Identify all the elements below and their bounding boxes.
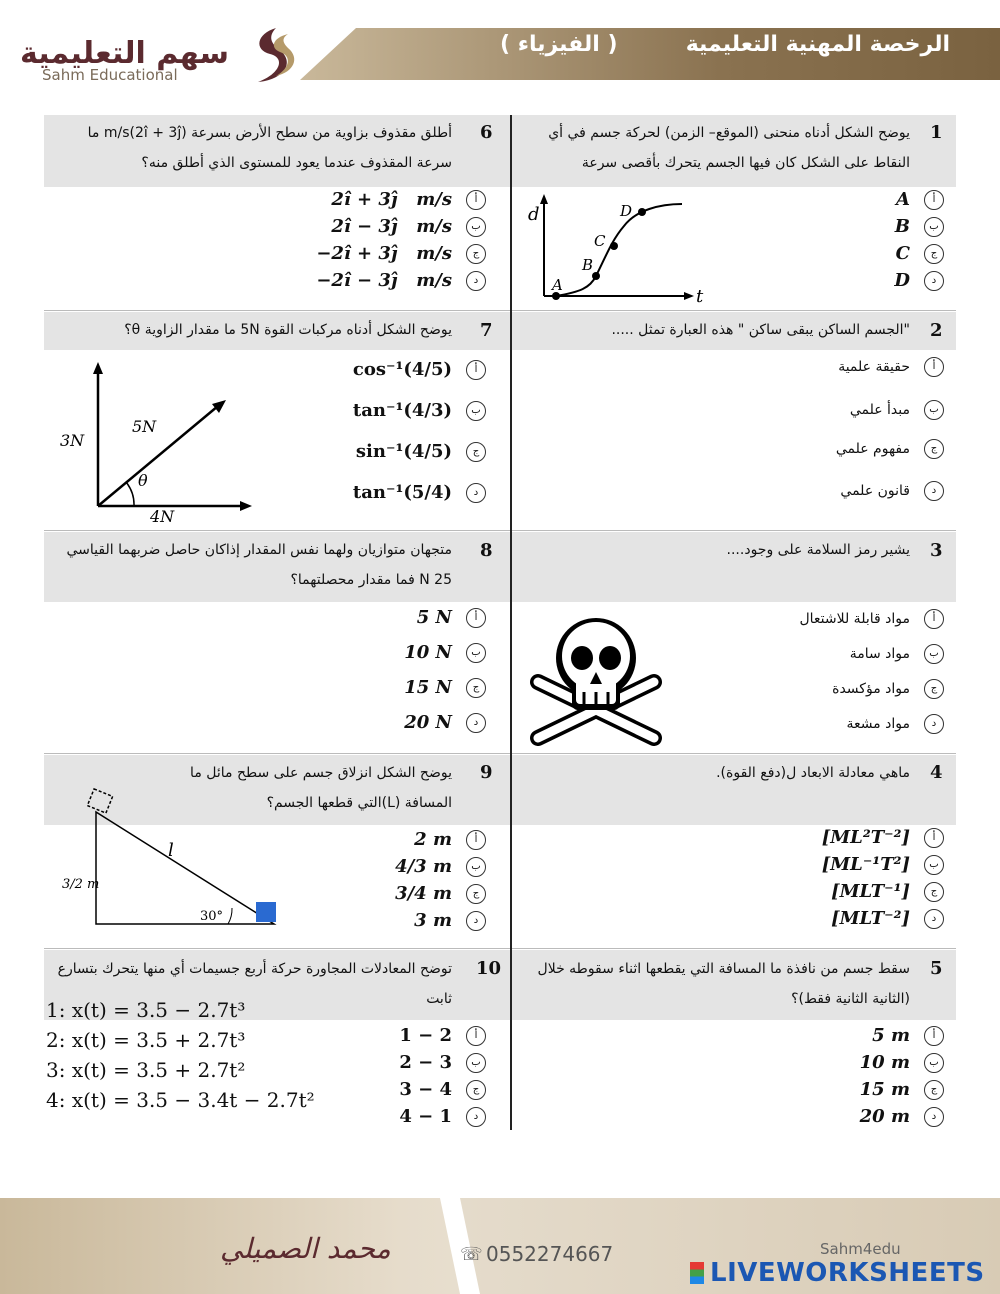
author-signature: محمد الصميلي: [220, 1232, 391, 1265]
q5-number: 5: [930, 958, 943, 979]
q4-text: ماهي معادلة الابعاد ل(دفع القوة).: [716, 765, 910, 781]
column-divider: [510, 115, 512, 1130]
svg-text:A: A: [552, 276, 563, 294]
svg-text:B: B: [582, 256, 594, 274]
q8-option-d[interactable]: د20 N: [404, 711, 486, 735]
q2-text: "الجسم الساكن يبقى ساكن " هذه العبارة تمثل .....: [611, 322, 910, 338]
q10-option-d[interactable]: د4 − 1: [399, 1105, 486, 1129]
q10-option-c[interactable]: ج3 − 4: [399, 1078, 486, 1102]
svg-text:D: D: [620, 202, 633, 220]
q10-option-a[interactable]: أ1 − 2: [399, 1024, 486, 1048]
q5-option-d[interactable]: د20 m: [860, 1105, 944, 1129]
row-divider: [44, 753, 956, 754]
q3-option-a[interactable]: أمواد قابلة للاشتعال: [799, 607, 944, 631]
q7-text: يوضح الشكل أدناه مركبات القوة 5N ما مقدار الزاوية θ؟: [124, 322, 452, 338]
q1-option-d[interactable]: دD: [894, 269, 944, 293]
q4-option-b[interactable]: ب[ML⁻¹T²]: [822, 853, 944, 877]
q1-option-a[interactable]: أA: [896, 188, 944, 212]
q3-number: 3: [930, 540, 943, 561]
q9-text: يوضح الشكل انزلاق جسم على سطح مائل ما المسافة (L)التي قطعها الجسم؟: [190, 765, 452, 811]
q5-text: سقط جسم من نافذة ما المسافة التي يقطعها اثناء سقوطه خلال (الثانية الثانية فقط)؟: [537, 961, 910, 1007]
q2-option-c[interactable]: جمفهوم علمي: [836, 437, 944, 461]
skull-crossbones-icon: [524, 612, 668, 746]
phone-icon: ☏: [460, 1244, 483, 1265]
logo-english: Sahm Educational: [42, 66, 178, 84]
q9-option-b[interactable]: ب4/3 m: [395, 855, 486, 879]
q1-number: 1: [930, 122, 943, 143]
svg-text:5N: 5N: [132, 417, 157, 436]
q6-option-d[interactable]: د−2î − 3ĵ m/s: [316, 269, 486, 293]
q2-number: 2: [930, 320, 943, 341]
q7-option-a[interactable]: أcos⁻¹(4/5): [353, 358, 486, 382]
q3-text: يشير رمز السلامة على وجود....: [726, 542, 910, 558]
svg-text:3/2 m: 3/2 m: [62, 877, 100, 892]
liveworksheets-brand[interactable]: LIVEWORKSHEETS: [710, 1258, 985, 1288]
q6-number: 6: [480, 122, 493, 143]
q7-option-b[interactable]: بtan⁻¹(4/3): [353, 399, 486, 423]
svg-text:C: C: [594, 232, 606, 250]
q1-ylabel: d: [528, 204, 540, 225]
q1-position-time-graph: [520, 192, 720, 304]
row-divider: [44, 948, 956, 949]
q8-option-b[interactable]: ب10 N: [404, 641, 486, 665]
q2-option-b[interactable]: بمبدأ علمي: [850, 398, 944, 422]
q9-option-d[interactable]: د3 m: [414, 909, 486, 933]
q7-option-c[interactable]: جsin⁻¹(4/5): [356, 440, 486, 464]
q7-option-d[interactable]: دtan⁻¹(5/4): [353, 481, 486, 505]
q10-option-b[interactable]: ب2 − 3: [399, 1051, 486, 1075]
q6-option-a[interactable]: أ2î + 3ĵ m/s: [331, 188, 486, 212]
logo-arabic: سهم التعليمية: [20, 36, 230, 71]
q9-option-a[interactable]: أ2 m: [414, 828, 486, 852]
q5-option-a[interactable]: أ5 m: [872, 1024, 944, 1048]
svg-text:θ: θ: [138, 471, 148, 490]
header-title: الرخصة المهنية التعليمية: [685, 32, 950, 57]
q10-equation-3: 3: x(t) = 3.5 + 2.7t²: [46, 1058, 246, 1082]
q5-option-b[interactable]: ب10 m: [860, 1051, 944, 1075]
q1-option-b[interactable]: بB: [895, 215, 944, 239]
row-divider: [44, 530, 956, 531]
q6-option-c[interactable]: ج−2î + 3ĵ m/s: [316, 242, 486, 266]
q9-option-c[interactable]: ج3/4 m: [395, 882, 486, 906]
q4-option-d[interactable]: د[MLT⁻²]: [831, 907, 944, 931]
q6-option-b[interactable]: ب2î − 3ĵ m/s: [331, 215, 486, 239]
header-subject: ( الفيزياء ): [500, 32, 618, 57]
q7-number: 7: [480, 320, 493, 341]
q10-number: 10: [476, 958, 502, 979]
svg-text:30°: 30°: [200, 909, 224, 924]
footer-social-handle: Sahm4edu: [820, 1240, 901, 1258]
q1-option-c[interactable]: جC: [896, 242, 944, 266]
q10-equation-4: 4: x(t) = 3.5 − 3.4t − 2.7t²: [46, 1088, 315, 1112]
q6-text: أطلق مقذوف بزاوية من سطح الأرض بسرعة (2î + 3ĵ)m/s ما سرعة المقذوف عندما يعود للمستوى الذي أطلق منه؟: [87, 125, 452, 171]
q3-option-b[interactable]: بمواد سامة: [850, 642, 944, 666]
q3-option-d[interactable]: دمواد مشعة: [846, 712, 944, 736]
footer-phone: 0552274667: [486, 1242, 614, 1266]
q2-option-a[interactable]: أحقيقة علمية: [838, 355, 944, 379]
q4-option-c[interactable]: ج[MLT⁻¹]: [831, 880, 944, 904]
q8-option-c[interactable]: ج15 N: [404, 676, 486, 700]
q4-option-a[interactable]: أ[ML²T⁻²]: [822, 826, 944, 850]
q4-number: 4: [930, 762, 943, 783]
q8-number: 8: [480, 540, 493, 561]
svg-text:3N: 3N: [60, 431, 85, 450]
q1-text: يوضح الشكل أدناه منحنى (الموقع– الزمن) لحركة جسم في أي النقاط على الشكل كان فيها الجسم يتحرك بأقصى سرعة: [548, 125, 910, 171]
q10-text: توضح المعادلات المجاورة حركة أربع جسيمات أي منها يتحرك بتسارع ثابت: [57, 961, 452, 1007]
q10-equation-2: 2: x(t) = 3.5 + 2.7t³: [46, 1028, 246, 1052]
svg-text:l: l: [168, 840, 174, 861]
logo-swoosh-icon: [236, 24, 300, 88]
q10-equation-1: 1: x(t) = 3.5 − 2.7t³: [46, 998, 246, 1022]
row-divider: [44, 310, 956, 311]
liveworksheets-logo-icon: [690, 1262, 704, 1284]
svg-text:4N: 4N: [150, 507, 175, 526]
q9-number: 9: [480, 762, 493, 783]
q1-xlabel: t: [696, 286, 704, 304]
q9-incline-figure: [60, 784, 290, 930]
q8-option-a[interactable]: أ5 N: [417, 606, 486, 630]
q5-option-c[interactable]: ج15 m: [860, 1078, 944, 1102]
q8-text: متجهان متوازيان ولهما نفس المقدار إذاكان حاصل ضربهما القياسي N 25 فما مقدار محصلتهما؟: [66, 542, 452, 588]
q3-option-c[interactable]: جمواد مؤكسدة: [832, 677, 944, 701]
q7-force-components-figure: [56, 356, 266, 528]
q2-option-d[interactable]: دقانون علمي: [840, 479, 944, 503]
